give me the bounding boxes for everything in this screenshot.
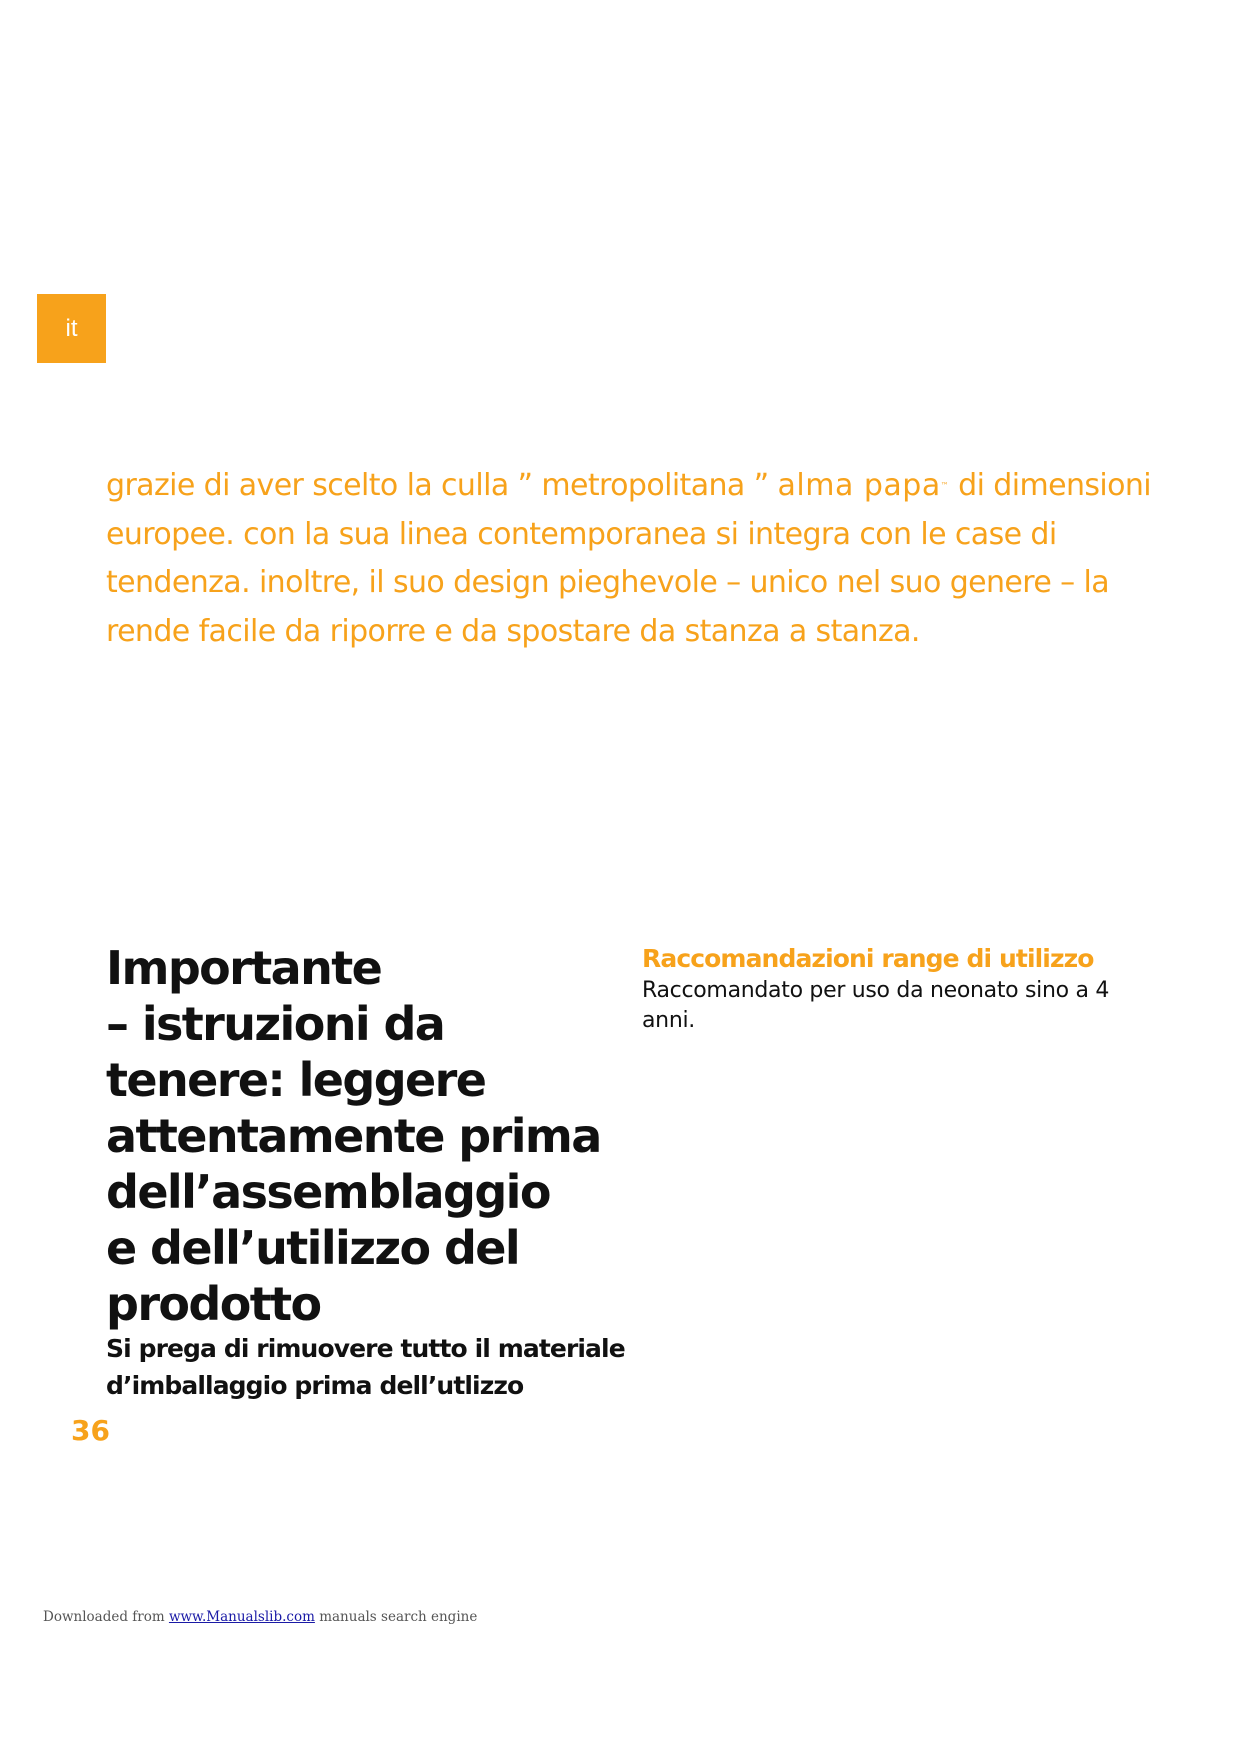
- important-heading-line: dell’assemblaggio: [106, 1165, 550, 1219]
- footer-prefix: Downloaded from: [43, 1609, 165, 1625]
- important-heading-line: e dell’utilizzo del: [106, 1221, 520, 1275]
- recommendation-heading: Raccomandazioni range di utilizzo: [642, 944, 1094, 973]
- intro-line-3: tendenza. inoltre, il suo design pieghevole – unico nel suo genere – la: [106, 565, 1109, 600]
- intro-line-4: rende facile da riporre e da spostare da stanza a stanza.: [106, 613, 920, 649]
- important-heading-line: tenere: leggere: [106, 1053, 486, 1107]
- intro-line-1: [106, 462, 1156, 511]
- intro-paragraph: [106, 462, 1156, 656]
- manualslib-link[interactable]: www.Manualslib.com: [168, 1609, 315, 1625]
- important-heading-line: – istruzioni da: [106, 997, 445, 1051]
- packaging-note-line: d’imballaggio prima dell’utlizzo: [106, 1371, 524, 1400]
- important-heading-line: Importante: [106, 941, 382, 995]
- brand-trademark: ™: [940, 481, 950, 490]
- intro-line-1-start: grazie di aver scelto la culla ” metropolitana ”: [106, 468, 769, 503]
- page-number: 36: [71, 1414, 110, 1447]
- footer-suffix: manuals search engine: [319, 1609, 478, 1625]
- important-heading-line: attentamente prima: [106, 1109, 601, 1163]
- recommendation-body: Raccomandato per uso da neonato sino a 4 anni.: [642, 978, 1110, 1033]
- packaging-removal-note: [106, 1330, 646, 1404]
- important-heading-line: prodotto: [106, 1277, 321, 1331]
- brand-name: [778, 468, 950, 503]
- packaging-note-line: Si prega di rimuovere tutto il materiale: [106, 1334, 625, 1363]
- intro-line-2: europee. con la sua linea contemporanea si integra con le case di: [106, 516, 1057, 552]
- language-tab: [37, 294, 106, 363]
- important-heading: [106, 940, 626, 1332]
- brand-wordmark: alma papa: [777, 468, 941, 503]
- language-tab-label: it: [65, 314, 78, 342]
- download-footer: [43, 1609, 477, 1625]
- intro-line-1-end: di dimensioni: [958, 468, 1152, 503]
